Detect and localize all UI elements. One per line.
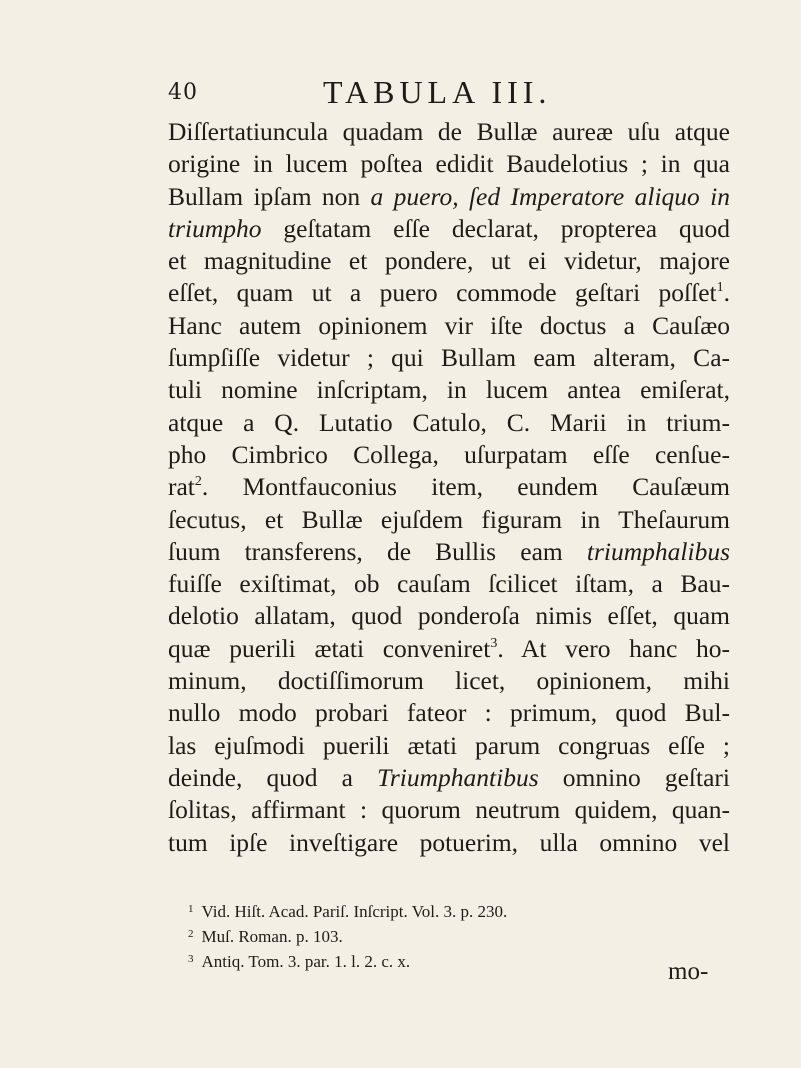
text-segment: . At vero hanc ho- [497, 633, 730, 663]
text-line [168, 665, 730, 697]
text-segment: tum ipſe inveſtigare potuerim, ulla omnino vel [168, 827, 730, 857]
text-segment: fuiſſe exiſtimat, ob cauſam ſcilicet iſtam, a Bau- [168, 569, 730, 599]
text-line [168, 148, 730, 180]
page-header [168, 70, 728, 114]
footnote-reference: 1 [716, 280, 724, 296]
text-line [168, 374, 730, 406]
text-segment: et magnitudine et pondere, ut ei videtur, majore [168, 246, 730, 276]
text-segment: . Montfauconius item, eundem Cauſæum [201, 472, 730, 502]
text-segment: pho Cimbrico Collega, uſurpatam eſſe cenſue- [168, 439, 730, 469]
text-segment: tuli nomine inſcriptam, in lucem antea emiſerat, [168, 375, 730, 405]
text-line [168, 245, 730, 277]
text-segment: omnino geſtari [538, 762, 730, 792]
text-line [168, 568, 730, 600]
footnote-mark: 1 [188, 903, 194, 915]
text-line [168, 600, 730, 632]
text-segment: geſtatam eſſe declarat, propterea quod [261, 213, 730, 243]
text-segment: atque a Q. Lutatio Catulo, C. Marii in trium- [168, 407, 730, 437]
footnote [168, 923, 730, 948]
footnote [168, 948, 730, 973]
text-line [168, 762, 730, 794]
text-segment: deinde, quod a [168, 762, 378, 792]
text-line [168, 213, 730, 245]
italic-phrase: triumphalibus [586, 536, 730, 566]
text-line [168, 633, 730, 665]
footnote [168, 898, 730, 923]
footnote-text: Vid. Hiſt. Acad. Pariſ. Inſcript. Vol. 3. p. 230. [201, 902, 508, 921]
italic-phrase: a puero, ſed Imperatore aliquo in [370, 181, 731, 211]
text-segment: Bullam ipſam non [168, 181, 371, 211]
text-segment: ſolitas, affirmant : quorum neutrum quidem, quan- [168, 795, 730, 825]
text-line [168, 439, 730, 471]
text-line [168, 342, 730, 374]
text-segment: eſſet, quam ut a puero commode geſtari poſſet [168, 278, 717, 308]
text-line [168, 536, 730, 568]
text-line [168, 794, 730, 826]
italic-phrase: triumpho [168, 213, 262, 243]
text-segment: origine in lucem poſtea edidit Baudelotius ; in qua [168, 149, 730, 179]
text-segment: rat [168, 472, 195, 502]
italic-phrase: Triumphantibus [377, 762, 539, 792]
text-line [168, 697, 730, 729]
text-segment: minum, doctiſſimorum licet, opinionem, mihi [168, 666, 730, 696]
text-segment: ſecutus, et Bullæ ejuſdem figuram in Theſaurum [168, 504, 730, 534]
text-segment: delotio allatam, quod ponderoſa nimis eſſet, quam [168, 601, 730, 631]
footnote-mark: 3 [188, 953, 194, 965]
text-segment: nullo modo probari fateor : primum, quod Bul- [168, 698, 730, 728]
text-segment: Hanc autem opinionem vir iſte doctus a Cauſæo [168, 310, 730, 340]
text-segment: ſuum transferens, de Bullis eam [168, 536, 587, 566]
text-line [168, 181, 730, 213]
text-line [168, 471, 730, 503]
text-segment: ſumpſiſſe videtur ; qui Bullam eam alteram, Ca- [168, 343, 730, 373]
text-segment: las ejuſmodi puerili ætati parum congruas eſſe ; [168, 730, 730, 760]
text-line [168, 116, 730, 148]
text-segment: Diſſertatiuncula quadam de Bullæ aureæ uſu atque [168, 117, 730, 146]
text-line [168, 730, 730, 762]
text-line [168, 407, 730, 439]
footnote-text: Antiq. Tom. 3. par. 1. l. 2. c. x. [201, 952, 411, 971]
text-line [168, 310, 730, 342]
text-line [168, 277, 730, 309]
page-number: 40 [168, 80, 198, 105]
text-segment: quæ puerili ætati conveniret [168, 633, 491, 663]
footnote-reference: 2 [194, 474, 202, 490]
footnotes [168, 898, 730, 973]
catchword: mo- [668, 958, 709, 985]
footnote-text: Muſ. Roman. p. 103. [201, 927, 343, 946]
text-line [168, 504, 730, 536]
body-text [168, 116, 730, 859]
footnote-reference: 3 [490, 635, 498, 651]
text-segment: . [723, 278, 730, 308]
footnote-mark: 2 [188, 928, 194, 940]
text-line [168, 827, 730, 859]
running-head: TABULA III. [323, 74, 552, 110]
